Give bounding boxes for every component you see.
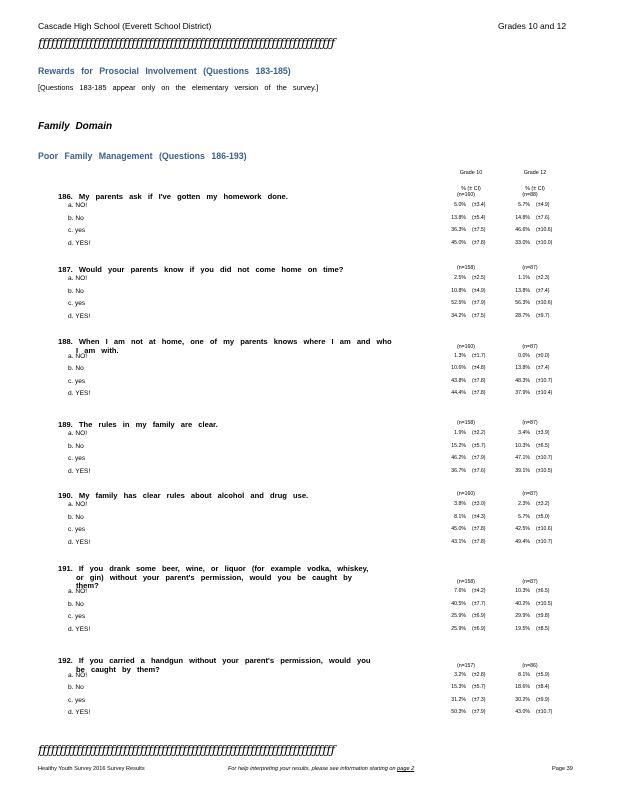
answer-row [0, 588, 618, 596]
answer-row [0, 626, 618, 634]
grade12-ci: (±4.9) [536, 202, 550, 208]
grade10-ci: (±1.7) [472, 352, 486, 359]
answer-row [0, 390, 618, 398]
answer-row [0, 378, 618, 386]
answer-row [0, 672, 618, 680]
grade12-ci: (±10.6) [536, 227, 553, 233]
grade10-ci: (±2.8) [472, 671, 486, 678]
grade10-ci: (±7.5) [472, 227, 486, 233]
grade10-ci: (±7.8) [472, 390, 486, 396]
grade12-percent: 13.8% [515, 365, 530, 371]
grade10-percent: 25.9% [451, 625, 466, 632]
grade10-percent: 1.3% [454, 352, 466, 359]
grade12-n: (n=87) [522, 265, 538, 271]
rewards-note: [Questions 183-185 appear only on the elementary version of the survey.] [38, 83, 319, 92]
grade10-percent: 8.1% [454, 513, 466, 520]
answer-label: c. yes [68, 300, 86, 307]
grade10-ci: (±4.8) [472, 365, 486, 371]
grade12-ci: (±5.0) [536, 513, 550, 520]
grade12-percent: 39.1% [515, 467, 530, 474]
grade10-n: (n=158) [456, 420, 476, 426]
answer-row [0, 353, 618, 361]
grade10-percent: 25.9% [451, 613, 466, 619]
answer-label: c. yes [68, 227, 86, 234]
answer-label: c. yes [68, 455, 86, 462]
grade12-ci: (±10.0) [536, 239, 553, 246]
grade12-ci: (±2.3) [536, 275, 550, 281]
grade10-ci: (±7.6) [472, 467, 486, 474]
answer-label: c. yes [68, 377, 86, 385]
answer-label: a. NO! [68, 202, 88, 209]
grade12-ci: (±10.6) [536, 300, 553, 306]
grade12-percent: 48.3% [515, 377, 530, 384]
question-text: 191. If you drank some beer, wine, or liquor (for example vodka, whiskey, [58, 564, 369, 573]
grade12-ci: (±7.6) [536, 214, 550, 221]
grade12-ci: (±8.4) [536, 684, 550, 690]
answer-row [0, 514, 618, 522]
grade10-n: (n=158) [456, 265, 476, 271]
grade12-percent: 5.7% [518, 513, 530, 520]
grade12-percent: 46.6% [515, 227, 530, 233]
grade10-ci: (±7.8) [472, 526, 486, 532]
answer-label: d. YES! [68, 625, 91, 633]
grade12-percent: 56.3% [515, 300, 530, 306]
grade12-ci: (±6.5) [536, 442, 550, 449]
grade10-n: (n=157) [456, 662, 476, 669]
grade10-percent: 10.6% [451, 365, 466, 371]
grade12-percent: 37.9% [515, 390, 530, 396]
answer-row [0, 613, 618, 621]
answer-row [0, 468, 618, 476]
grade12-percent: 18.6% [515, 684, 530, 690]
answer-row [0, 526, 618, 534]
answer-label: a. NO! [68, 501, 88, 508]
answer-label: c. yes [68, 526, 86, 533]
answer-row [0, 684, 618, 692]
grade12-n: (n=88) [522, 192, 538, 198]
grade12-ci: (±3.2) [536, 501, 550, 507]
question-text: I am with. [76, 345, 119, 355]
question-text: 187. Would your parents know if you did not come home on time? [58, 265, 344, 274]
grade10-ci: (±7.9) [472, 300, 486, 306]
grade10-ci: (±5.7) [472, 442, 486, 449]
grade12-percent: 40.2% [515, 600, 530, 607]
answer-label: a. NO! [68, 671, 88, 679]
answer-label: d. YES! [68, 390, 91, 397]
grade10-ci: (±4.2) [472, 588, 486, 594]
grade12-ci: (±7.4) [536, 287, 550, 294]
grade10-percent: 2.5% [454, 275, 466, 281]
answer-row [0, 430, 618, 438]
answer-row [0, 240, 618, 248]
grade10-percent: 46.2% [451, 455, 466, 461]
grade12-percent: 42.5% [515, 526, 530, 532]
grade12-ci: (±10.7) [536, 377, 553, 384]
grade12-percent: 8.1% [518, 671, 530, 678]
grade10-percent: 50.3% [451, 709, 466, 715]
grade10-percent: 44.4% [451, 390, 466, 396]
grade12-n: (n=86) [522, 662, 538, 669]
question-text: 189. The rules in my family are clear. [58, 420, 218, 429]
answer-row [0, 300, 618, 308]
question-text: be caught by them? [76, 664, 160, 674]
grade12-n: (n=87) [522, 579, 538, 585]
answer-row [0, 313, 618, 321]
grade12-ci: (±10.7) [536, 709, 553, 715]
answer-label: d. YES! [68, 239, 91, 247]
answer-label: b. No [68, 442, 84, 450]
question-text: 190. My family has clear rules about alcohol and drug use. [58, 491, 309, 500]
grade12-ci: (±5.9) [536, 671, 550, 678]
answer-row [0, 365, 618, 373]
grade10-ci: (±7.8) [472, 239, 486, 246]
grade10-percent: 15.3% [451, 684, 466, 690]
grade10-percent: 31.2% [451, 696, 466, 703]
grade10-ci: (±6.9) [472, 625, 486, 632]
grade12-ci: (±10.4) [536, 390, 553, 396]
grade12-n: (n=87) [522, 420, 538, 426]
grade12-ci: (±10.6) [536, 526, 553, 532]
answer-label: b. No [68, 684, 84, 691]
grade12-percent: 10.3% [515, 588, 530, 594]
answer-row [0, 709, 618, 717]
answer-label: b. No [68, 600, 84, 608]
grade12-percent: 29.9% [515, 613, 530, 619]
grade10-ci: (±3.0) [472, 501, 486, 507]
grade10-percent: 43.8% [451, 377, 466, 384]
grade12-pct-header: % (± CI) [525, 186, 545, 192]
grade12-ci: (±7.4) [536, 365, 550, 371]
grade12-percent: 3.4% [518, 430, 530, 436]
answer-row [0, 288, 618, 296]
question-text: 188. When I am not at home, one of my parents knows where I am and who [58, 337, 392, 346]
grade12-ci: (±10.7) [536, 538, 553, 545]
grade12-percent: 10.3% [515, 442, 530, 449]
answer-row [0, 443, 618, 451]
answer-label: a. NO! [68, 588, 88, 595]
answer-row [0, 202, 618, 210]
grade10-percent: 34.2% [451, 312, 466, 319]
grade10-n: (n=160) [456, 343, 476, 350]
grade12-ci: (±6.5) [536, 588, 550, 594]
answer-row [0, 275, 618, 283]
grade10-ci: (±5.4) [472, 214, 486, 221]
grade10-ci: (±7.8) [472, 538, 486, 545]
answer-label: d. YES! [68, 709, 91, 716]
grade12-percent: 33.0% [515, 239, 530, 246]
grade12-percent: 28.7% [515, 312, 530, 319]
grade12-percent: 14.8% [515, 214, 530, 221]
grade10-n: (n=160) [456, 192, 476, 198]
grade10-percent: 52.5% [451, 300, 466, 306]
top-divider: ƒƒƒƒƒƒƒƒƒƒƒƒƒƒƒƒƒƒƒƒƒƒƒƒƒƒƒƒƒƒƒƒƒƒƒƒƒƒƒƒƒƒƒƒƒƒƒƒƒƒƒƒƒƒƒƒƒƒƒƒƒƒƒƒƒƒƒƒƒƒ [38, 36, 335, 50]
grade12-percent: 5.7% [518, 202, 530, 208]
grade12-ci: (±9.8) [536, 613, 550, 619]
grade12-percent: 49.4% [515, 538, 530, 545]
grade10-ci: (±7.9) [472, 709, 486, 715]
grade10-ci: (±4.9) [472, 287, 486, 294]
grade10-n: (n=158) [456, 579, 476, 585]
grade12-percent: 1.1% [518, 275, 530, 281]
footer-page-link[interactable]: page 2 [397, 766, 415, 772]
answer-row [0, 539, 618, 547]
grade10-percent: 36.7% [451, 467, 466, 474]
rewards-section-title: Rewards for Prosocial Involvement (Questions 183-185) [38, 66, 291, 76]
grade12-percent: 43.0% [515, 709, 530, 715]
section-title: Poor Family Management (Questions 186-193) [38, 151, 247, 161]
grade12-ci: (±9.9) [536, 696, 550, 703]
answer-label: a. NO! [68, 430, 88, 437]
grade10-ci: (±6.9) [472, 613, 486, 619]
grade10-ci: (±7.3) [472, 696, 486, 703]
answer-label: d. YES! [68, 467, 91, 475]
grade10-percent: 5.0% [454, 202, 466, 208]
answer-label: b. No [68, 214, 84, 222]
answer-row [0, 455, 618, 463]
answer-label: a. NO! [68, 352, 88, 360]
answer-label: c. yes [68, 613, 86, 620]
grades-header: Grades 10 and 12 [498, 21, 567, 31]
grade12-n: (n=87) [522, 491, 538, 497]
grade12-ci: (±10.5) [536, 600, 553, 607]
school-header: Cascade High School (Everett School District) [38, 21, 212, 31]
grade10-percent: 45.0% [451, 526, 466, 532]
grade10-ci: (±7.7) [472, 600, 486, 607]
grade10-percent: 10.8% [451, 287, 466, 294]
grade10-percent: 45.0% [451, 239, 466, 246]
question-text: 192. If you carried a handgun without your parent's permission, would you [58, 656, 371, 665]
grade10-ci: (±7.9) [472, 455, 486, 461]
grade12-percent: 47.1% [515, 455, 530, 461]
bottom-divider: ƒƒƒƒƒƒƒƒƒƒƒƒƒƒƒƒƒƒƒƒƒƒƒƒƒƒƒƒƒƒƒƒƒƒƒƒƒƒƒƒƒƒƒƒƒƒƒƒƒƒƒƒƒƒƒƒƒƒƒƒƒƒƒƒƒƒƒƒƒƒ [38, 743, 335, 757]
answer-row [0, 601, 618, 609]
grade10-ci: (±5.7) [472, 684, 486, 690]
answer-label: d. YES! [68, 312, 91, 320]
grade10-percent: 3.8% [454, 501, 466, 507]
grade12-percent: 30.2% [515, 696, 530, 703]
grade10-ci: (±7.8) [472, 377, 486, 384]
footer-help-sentence: For help interpreting your results, please see information starting on [228, 766, 396, 772]
grade10-ci: (±2.2) [472, 430, 486, 436]
answer-row [0, 697, 618, 705]
question-text: or gin) without your parent's permission, would you be caught by [76, 572, 352, 582]
grade10-ci: (±2.5) [472, 275, 486, 281]
grade10-percent: 36.3% [451, 227, 466, 233]
grade10-percent: 3.2% [454, 671, 466, 678]
grade10-percent: 43.1% [451, 538, 466, 545]
grade10-percent: 13.8% [451, 214, 466, 221]
grade10-ci: (±7.5) [472, 312, 486, 319]
grade12-ci: (±10.5) [536, 467, 553, 474]
grade10-percent: 40.5% [451, 600, 466, 607]
grade12-percent: 0.0% [518, 352, 530, 359]
grade10-percent: 7.6% [454, 588, 466, 594]
grade10-ci: (±4.3) [472, 513, 486, 520]
grade12-ci: (±9.7) [536, 312, 550, 319]
grade12-ci: (±10.7) [536, 455, 553, 461]
footer-survey-name: Healthy Youth Survey 2016 Survey Results [38, 766, 145, 772]
grade10-ci: (±3.4) [472, 202, 486, 208]
answer-row [0, 215, 618, 223]
grade12-n: (n=87) [522, 343, 538, 350]
answer-label: b. No [68, 287, 84, 295]
grade12-percent: 13.8% [515, 287, 530, 294]
answer-label: c. yes [68, 696, 86, 704]
question-text: 186. My parents ask if I've gotten my homework done. [58, 192, 288, 201]
grade10-percent: 1.9% [454, 430, 466, 436]
answer-label: d. YES! [68, 538, 91, 546]
grade12-percent: 19.5% [515, 625, 530, 632]
answer-label: b. No [68, 513, 84, 521]
footer-help-text [228, 766, 414, 772]
answer-row [0, 501, 618, 509]
answer-label: a. NO! [68, 275, 88, 282]
grade12-ci: (±0.0) [536, 352, 550, 359]
grade10-header: Grade 10 [459, 170, 483, 176]
grade10-pct-header: % (± CI) [461, 186, 481, 192]
grade12-ci: (±8.5) [536, 625, 550, 632]
grade10-percent: 15.2% [451, 442, 466, 449]
grade12-header: Grade 12 [523, 170, 547, 176]
grade12-ci: (±3.9) [536, 430, 550, 436]
domain-title: Family Domain [38, 121, 113, 132]
question-text: them? [76, 581, 99, 590]
grade10-n: (n=160) [456, 491, 476, 497]
footer-page-number: Page 39 [552, 766, 573, 772]
answer-row [0, 227, 618, 235]
answer-label: b. No [68, 365, 84, 372]
grade12-percent: 2.3% [518, 501, 530, 507]
